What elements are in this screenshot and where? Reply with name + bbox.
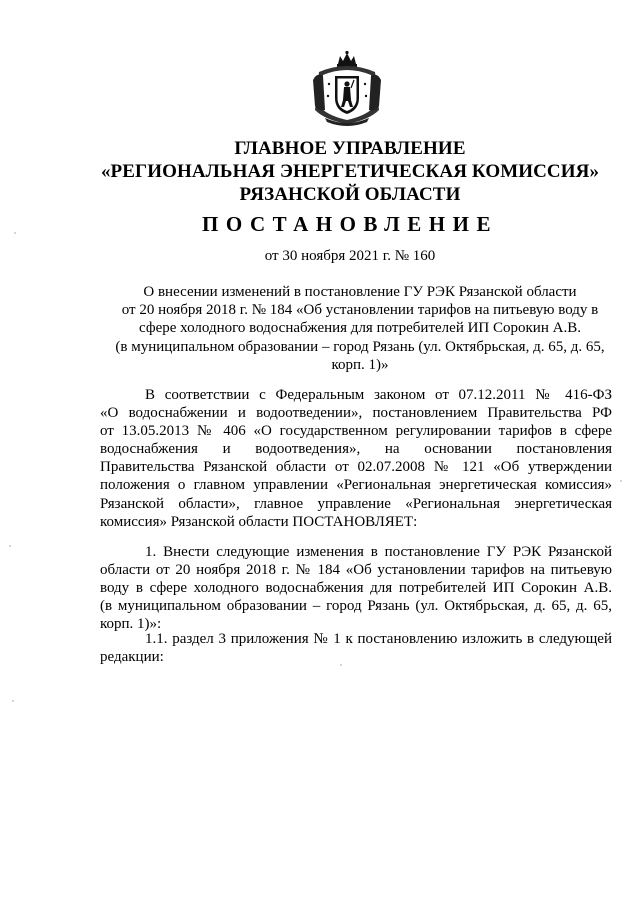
organization-name-line-3: РЯЗАНСКОЙ ОБЛАСТИ (239, 184, 461, 205)
document-subject (100, 283, 620, 374)
preamble-paragraph (100, 386, 612, 531)
preamble-line: «О водоснабжении и водоотведении», постановлением Правительства РФ (100, 405, 612, 422)
item-1-paragraph (100, 543, 612, 633)
preamble-line: водоснабжения и водоотведения», на основании постановления (100, 441, 612, 458)
preamble-line: Правительства Рязанской области от 02.07.2008 № 121 «Об утверждении (100, 459, 612, 476)
item-1-line: (в муниципальном образовании – город Рязань (ул. Октябрьская, д. 65, д. 65, (100, 598, 612, 615)
subject-line: от 20 ноября 2018 г. № 184 «Об установлении тарифов на питьевую воду в (121, 302, 599, 319)
document-type-heading: ПОСТАНОВЛЕНИЕ (202, 212, 498, 236)
organization-name-line-1: ГЛАВНОЕ УПРАВЛЕНИЕ (234, 138, 466, 159)
scan-speck (620, 480, 622, 482)
scan-speck (12, 700, 14, 702)
item-1-line: области от 20 ноября 2018 г. № 184 «Об установлении тарифов на питьевую (100, 562, 612, 579)
item-1-1-line: редакции: (100, 649, 164, 666)
subject-line: (в муниципальном образовании – город Рязань (ул. Октябрьская, д. 65, д. 65, (115, 338, 605, 355)
item-1-line: корп. 1)»: (100, 616, 162, 633)
preamble-line: комиссия» Рязанской области ПОСТАНОВЛЯЕТ: (100, 513, 418, 530)
organization-name-line-2: «РЕГИОНАЛЬНАЯ ЭНЕРГЕТИЧЕСКАЯ КОМИССИЯ» (100, 161, 600, 182)
preamble-line: положения о главном управлении «Региональная энергетическая комиссия» (100, 477, 612, 494)
scan-speck (14, 232, 16, 234)
item-1-1-line: 1.1. раздел 3 приложения № 1 к постановлению изложить в следующей (145, 631, 612, 647)
preamble-line: от 13.05.2013 № 406 «О государственном регулировании тарифов в сфере (100, 423, 612, 440)
preamble-line: В соответствии с Федеральным законом от 07.12.2011 № 416-ФЗ (145, 387, 612, 403)
scan-speck (340, 664, 342, 666)
scan-speck (9, 545, 11, 547)
document-date-number: от 30 ноября 2021 г. № 160 (264, 248, 436, 264)
ryazan-coat-of-arms-emblem (309, 50, 385, 128)
subject-line: О внесении изменений в постановление ГУ РЭК Рязанской области (143, 284, 577, 300)
item-1-1-paragraph (100, 630, 612, 666)
subject-line: корп. 1)» (331, 356, 389, 373)
item-1-line: воду в сфере холодного водоснабжения для потребителей ИП Сорокин А.В. (100, 580, 612, 597)
preamble-line: Рязанской области», главное управление «Региональная энергетическая (100, 495, 612, 512)
subject-line: сфере холодного водоснабжения для потребителей ИП Сорокин А.В. (139, 320, 581, 337)
item-1-line: 1. Внести следующие изменения в постановление ГУ РЭК Рязанской (145, 544, 612, 560)
